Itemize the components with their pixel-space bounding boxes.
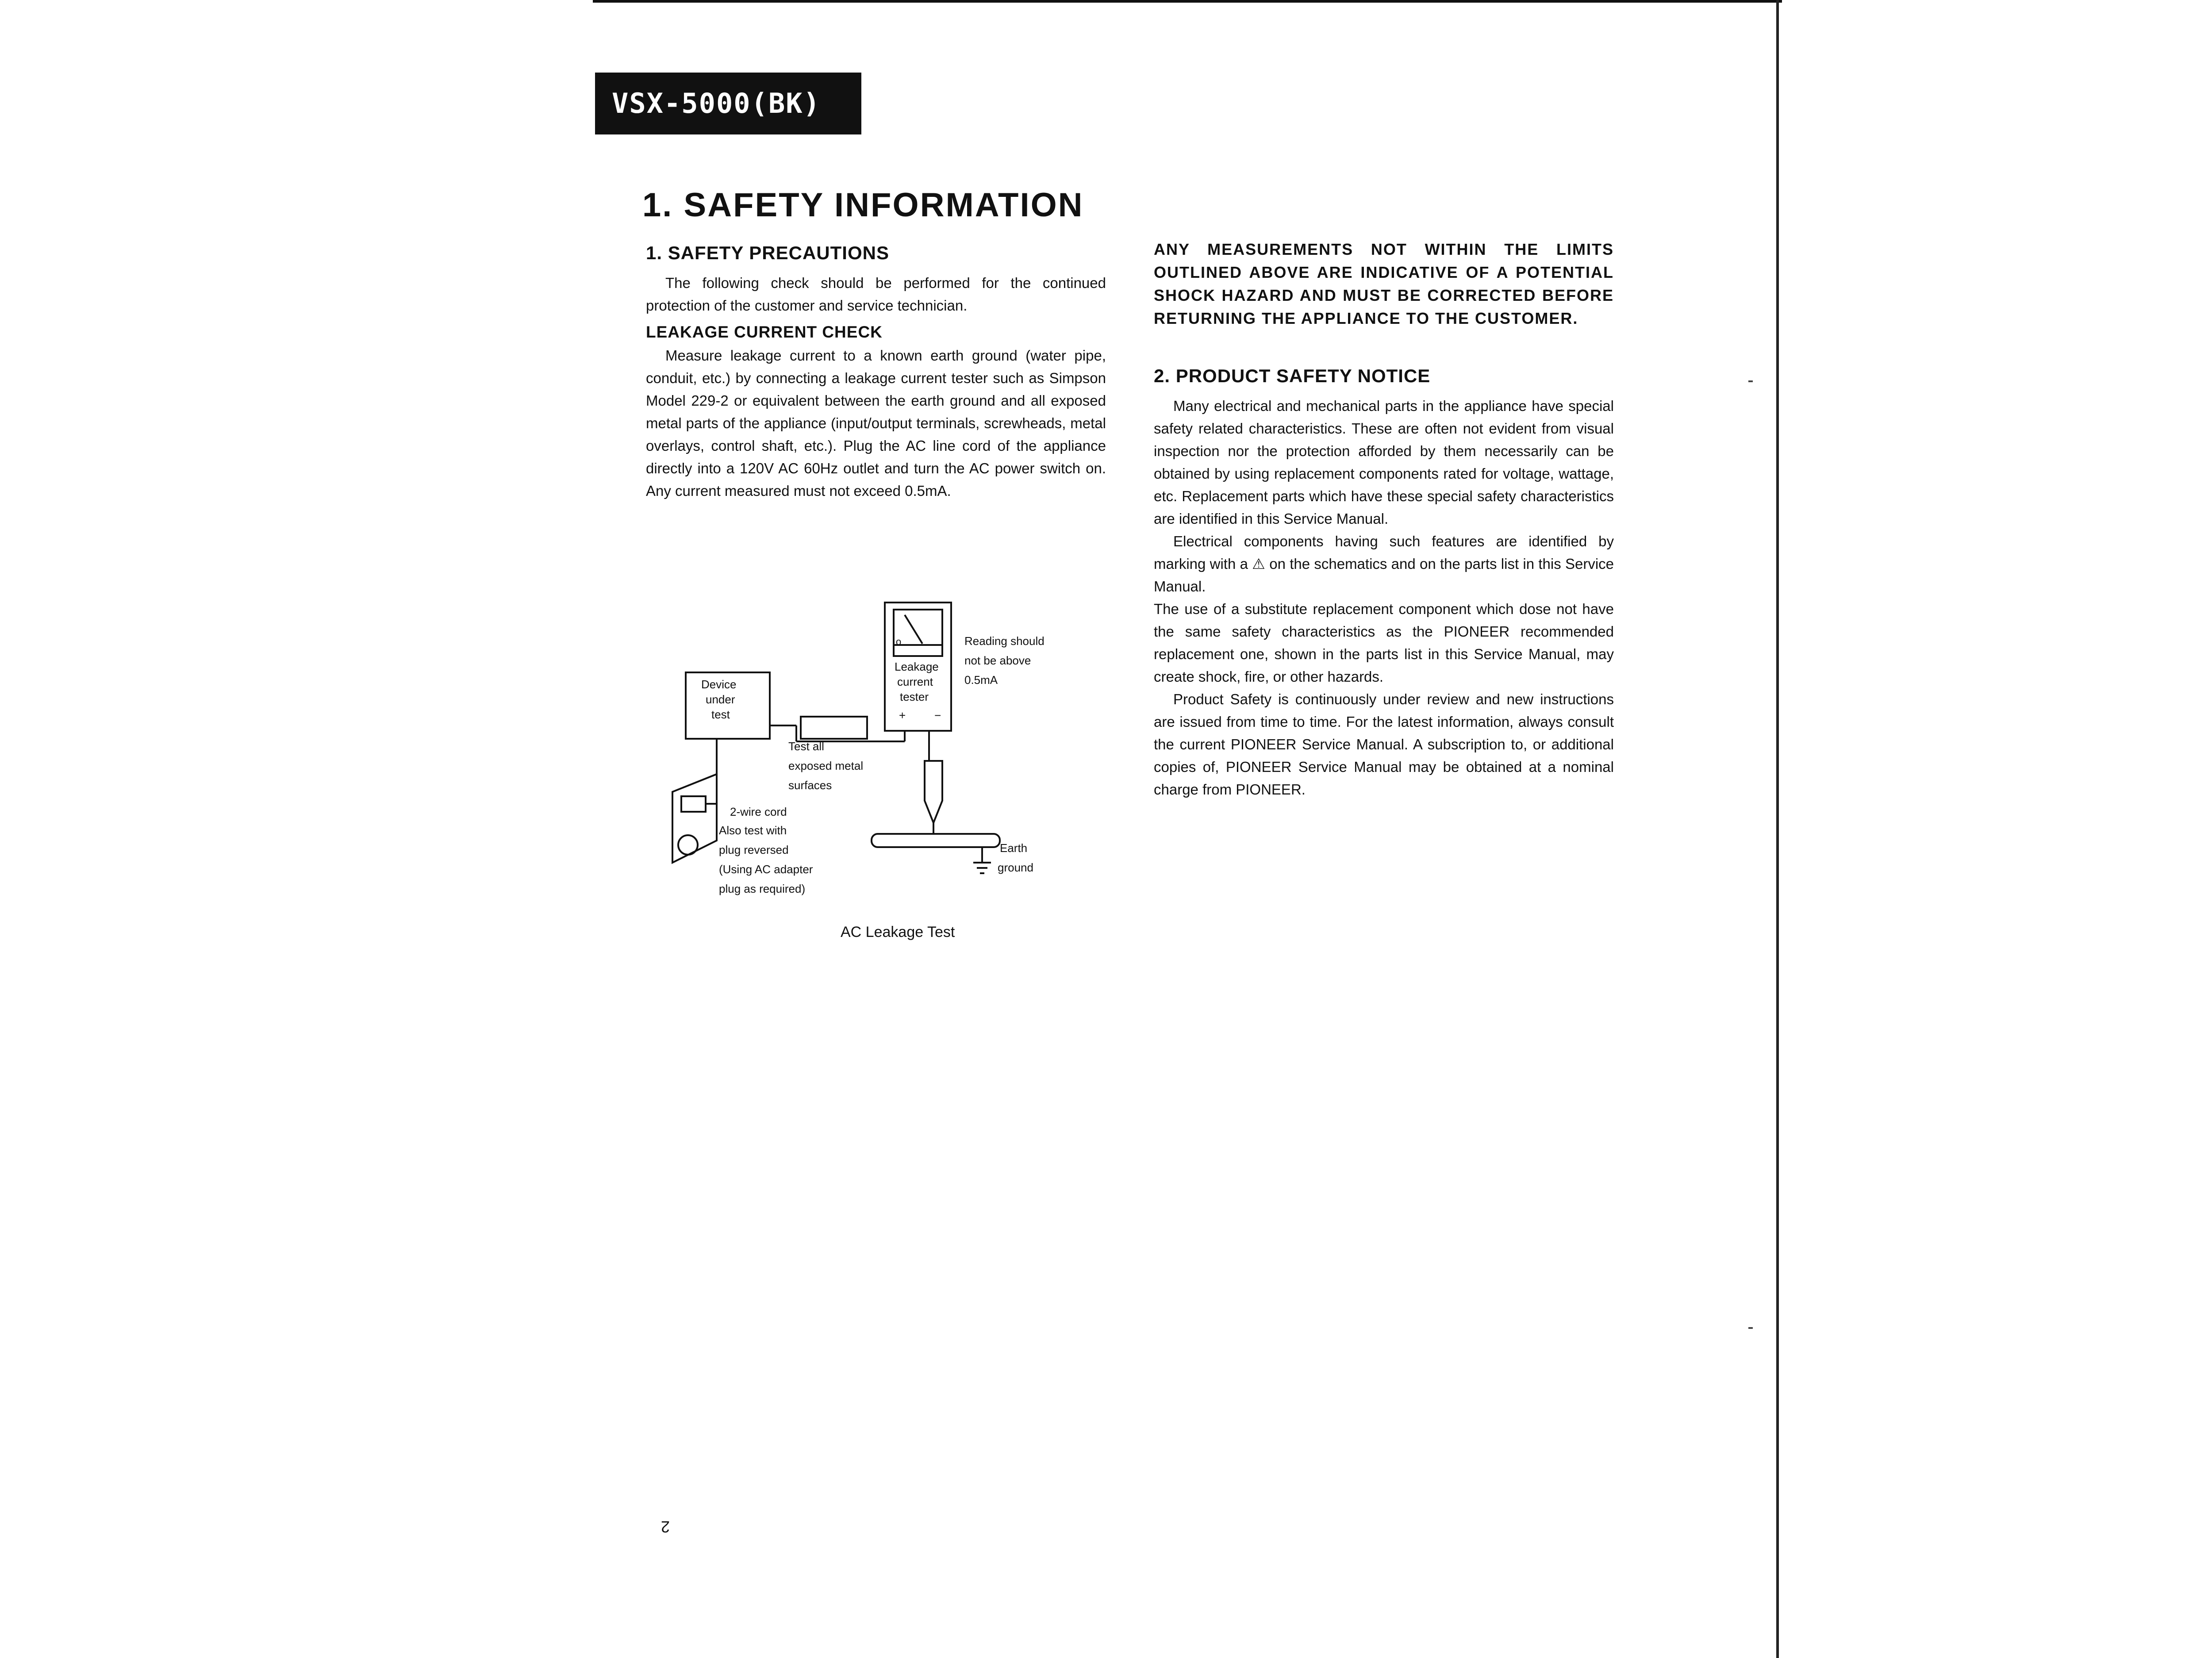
test-label-line2: exposed metal bbox=[788, 759, 864, 772]
page-title: 1. SAFETY INFORMATION bbox=[642, 186, 1084, 224]
precautions-intro: The following check should be performed for the continued protection of the customer and service technician. bbox=[646, 275, 1106, 314]
leakage-check-heading: LEAKAGE CURRENT CHECK bbox=[646, 323, 883, 341]
tester-plus-terminal: + bbox=[899, 709, 906, 722]
device-label-line2: under bbox=[706, 693, 735, 706]
test-label-line1: Test all bbox=[788, 740, 824, 753]
tester-label-line1: Leakage bbox=[895, 660, 939, 673]
tester-label-line2: current bbox=[897, 675, 933, 688]
notice-paragraph-1: Many electrical and mechanical parts in the appliance have special safety related characteristics. These are often not evident from visual inspection nor the protection afforded by them necessarily can be obtained by using replacement components rated for voltage, wattage, etc. Replacement parts which have these special safety characteristics are identified in this Service Manual. bbox=[1154, 398, 1614, 527]
device-label-line1: Device bbox=[701, 678, 737, 691]
device-label-line3: test bbox=[711, 708, 730, 721]
notice-paragraph-2-after: on the schematics and on the parts list in this Service Manual. bbox=[1154, 556, 1614, 595]
earth-probe bbox=[925, 761, 942, 823]
left-column bbox=[646, 242, 1106, 502]
top-border-rule bbox=[593, 0, 1782, 3]
earth-label-line1: Earth bbox=[1000, 841, 1028, 855]
svg-text:o: o bbox=[896, 636, 902, 647]
scan-mark bbox=[1748, 380, 1753, 382]
reading-label-line1: Reading should bbox=[964, 634, 1045, 648]
notice-paragraph-2 bbox=[1154, 530, 1614, 598]
product-safety-notice-heading: 2. PRODUCT SAFETY NOTICE bbox=[1154, 365, 1431, 386]
warning-triangle-icon: ⚠ bbox=[1252, 556, 1265, 572]
also-label-line2: plug reversed bbox=[719, 843, 789, 856]
shock-hazard-warning: ANY MEASUREMENTS NOT WITHIN THE LIMITS OUTLINED ABOVE ARE INDICATIVE OF A POTENTIAL SHOCK HAZARD AND MUST BE CORRECTED BEFORE RETURNING THE APPLIANCE TO THE CUSTOMER. bbox=[1154, 240, 1614, 327]
notice-paragraph-3: The use of a substitute replacement component which dose not have the same safety characteristics as the PIONEER recommended replacement one, shown in the parts list in this Service Manual, may create shock, fire, or other hazards. bbox=[1154, 601, 1614, 685]
meter-window bbox=[894, 610, 942, 656]
also-label-line4: plug as required) bbox=[719, 882, 806, 895]
ground-plate bbox=[872, 834, 1000, 847]
right-column bbox=[1154, 238, 1614, 801]
model-tag: VSX-5000(BK) bbox=[595, 73, 861, 134]
tester-minus-terminal: − bbox=[934, 709, 941, 722]
notice-paragraph-2-before: Electrical components having such features are identified by marking with a bbox=[1154, 533, 1614, 572]
leakage-check-text: Measure leakage current to a known earth ground (water pipe, conduit, etc.) by connecting a leakage current tester such as Simpson Model 229-2 or equivalent between the earth ground and all exposed metal parts of the appliance (input/output terminals, screwheads, metal overlays, control shaft, etc.). Plug the AC line cord of the appliance directly into a 120V AC 60Hz outlet and turn the AC power switch on. Any current measured must not exceed 0.5mA. bbox=[646, 347, 1106, 499]
notice-paragraph-4: Product Safety is continuously under review and new instructions are issued from time to time. For the latest information, always consult the current PIONEER Service Manual. A subscription to, or additional copies of, PIONEER Service Manual may be obtained at a nominal charge from PIONEER. bbox=[1154, 691, 1614, 798]
tester-label-line3: tester bbox=[900, 690, 929, 703]
reading-label-line3: 0.5mA bbox=[964, 673, 998, 687]
page-number: 2 bbox=[661, 1518, 670, 1536]
earth-label-line2: ground bbox=[998, 861, 1033, 874]
also-label-line1: Also test with bbox=[719, 824, 787, 837]
also-label-line3: (Using AC adapter bbox=[719, 863, 813, 876]
cord-label: 2-wire cord bbox=[730, 805, 787, 818]
reading-label-line2: not be above bbox=[964, 654, 1031, 667]
outlet-socket bbox=[678, 835, 698, 855]
plug bbox=[681, 796, 706, 812]
probe-handle bbox=[801, 717, 867, 739]
test-label-line3: surfaces bbox=[788, 779, 832, 792]
safety-precautions-heading: 1. SAFETY PRECAUTIONS bbox=[646, 242, 889, 263]
right-scan-edge bbox=[1776, 0, 1779, 1658]
meter-needle bbox=[905, 615, 922, 644]
ac-leakage-diagram bbox=[664, 593, 1106, 911]
scan-mark bbox=[1748, 1327, 1753, 1329]
figure-caption: AC Leakage Test bbox=[841, 924, 955, 940]
